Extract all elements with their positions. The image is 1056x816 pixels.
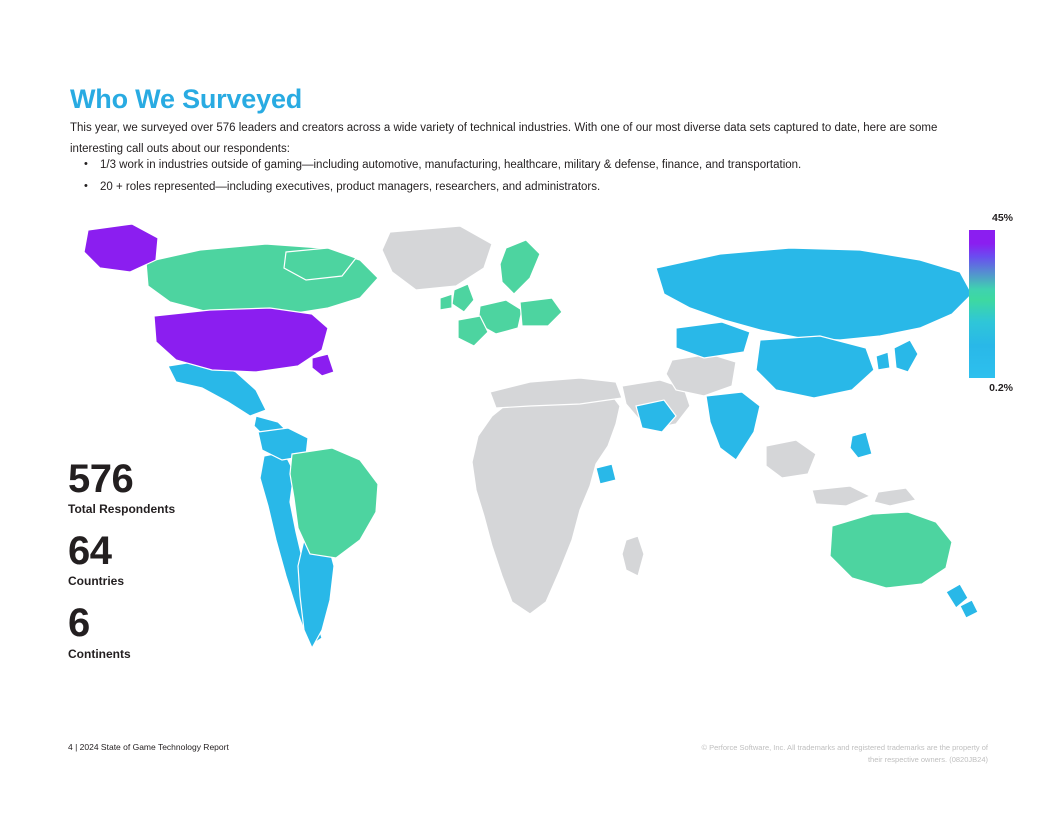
list-item xyxy=(78,154,978,176)
page-title: Who We Surveyed xyxy=(70,84,303,115)
stat-label: Total Respondents xyxy=(68,502,176,517)
legend-min-label: 0.2% xyxy=(989,382,1013,394)
stat-countries xyxy=(68,530,288,588)
bullet-text: 20 + roles represented—including executives, product managers, researchers, and administrators. xyxy=(100,181,601,194)
bullet-marker-icon: • xyxy=(84,180,88,193)
legend-gradient-bar xyxy=(969,230,995,378)
intro-paragraph: This year, we surveyed over 576 leaders and creators across a wide variety of technical industries. With one of our most diverse data sets captured to date, here are some interesting call outs about our respondents: xyxy=(70,121,938,156)
stat-continents xyxy=(68,602,288,660)
bullet-list xyxy=(78,154,978,199)
map-legend xyxy=(955,212,1015,398)
stat-number: 64 xyxy=(68,529,112,574)
stat-number: 6 xyxy=(68,601,90,646)
footer-copyright: © Perforce Software, Inc. All trademarks and registered trademarks are the property of their respective owners. (0820JB24) xyxy=(701,743,988,764)
bullet-marker-icon: • xyxy=(84,158,88,170)
stats-block xyxy=(68,458,288,675)
bullet-text: 1/3 work in industries outside of gaming—including automotive, manufacturing, healthcare, military & defense, finance, and transportation. xyxy=(100,159,802,171)
footer-page-info: 4 | 2024 State of Game Technology Report xyxy=(68,742,229,752)
stat-number: 576 xyxy=(68,457,134,501)
stat-label: Continents xyxy=(68,646,131,661)
stat-label: Countries xyxy=(68,574,125,589)
legend-max-label: 45% xyxy=(991,212,1013,224)
stat-total-respondents xyxy=(68,458,288,516)
list-item xyxy=(78,176,978,198)
